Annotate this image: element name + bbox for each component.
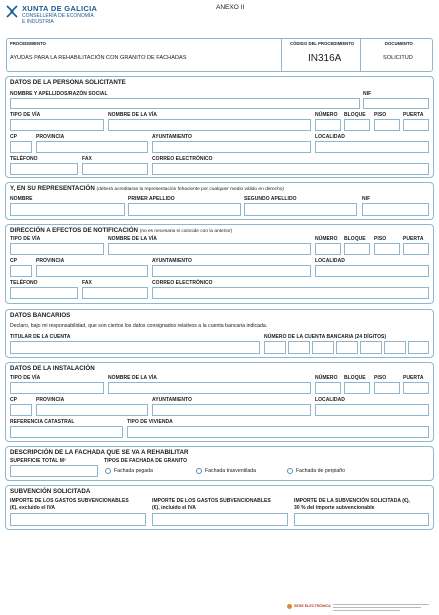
notif-block-field[interactable] bbox=[344, 243, 370, 255]
annex-label: ANEXO II bbox=[216, 4, 245, 11]
notif-floor-field[interactable] bbox=[374, 243, 400, 255]
procedure-code: IN316A bbox=[308, 53, 342, 64]
notif-via-name-label: NOMBRE DE LA VÍA bbox=[108, 236, 157, 242]
applicant-via-type-label: TIPO DE VÍA bbox=[10, 112, 41, 118]
subsidy-col2-line1: IMPORTE DE LOS GASTOS SUBVENCIONABLES bbox=[152, 498, 271, 504]
subsidy-col2-line2: (€), incluido el IVA bbox=[152, 505, 196, 511]
sede-electronica-badge: SEDE ELECTRÓNICA bbox=[294, 604, 331, 608]
notif-floor-label: PISO bbox=[374, 236, 387, 242]
notif-phone-field[interactable] bbox=[10, 287, 78, 299]
iban-dc-field[interactable] bbox=[336, 341, 358, 354]
rep-surname2-field[interactable] bbox=[244, 203, 357, 216]
applicant-province-label: PROVINCIA bbox=[36, 134, 65, 140]
option-fachada-trasventilada: Fachada trasventilada bbox=[205, 468, 257, 474]
applicant-block-label: BLOQUE bbox=[344, 112, 366, 118]
applicant-province-field[interactable] bbox=[36, 141, 148, 153]
inst-dwelling-label: TIPO DE VIVIENDA bbox=[127, 419, 173, 425]
notif-fax-field[interactable] bbox=[82, 287, 148, 299]
applicant-number-label: NÚMERO bbox=[315, 112, 338, 118]
inst-via-name-label: NOMBRE DE LA VÍA bbox=[108, 375, 157, 381]
facade-surface-field[interactable] bbox=[10, 465, 98, 477]
notif-block-label: BLOQUE bbox=[344, 236, 366, 242]
notif-locality-field[interactable] bbox=[315, 265, 429, 277]
applicant-fax-field[interactable] bbox=[82, 163, 148, 175]
sede-electronica-logo-icon bbox=[287, 604, 292, 609]
inst-council-field[interactable] bbox=[152, 404, 311, 416]
footer-fine-print bbox=[333, 603, 429, 611]
applicant-council-field[interactable] bbox=[152, 141, 311, 153]
notification-title-text: DIRECCIÓN A EFECTOS DE NOTIFICACIÓN bbox=[10, 227, 138, 234]
applicant-floor-field[interactable] bbox=[374, 119, 400, 131]
notif-council-field[interactable] bbox=[152, 265, 311, 277]
applicant-door-field[interactable] bbox=[403, 119, 429, 131]
notif-number-field[interactable] bbox=[315, 243, 341, 255]
inst-number-label: NÚMERO bbox=[315, 375, 338, 381]
inst-cp-label: CP bbox=[10, 397, 18, 403]
notif-via-type-label: TIPO DE VÍA bbox=[10, 236, 41, 242]
rep-surname2-label: SEGUNDO APELLIDO bbox=[244, 196, 297, 202]
applicant-number-field[interactable] bbox=[315, 119, 341, 131]
bank-declaration: Declaro, bajo mi responsabilidad, que son ciertos los datos consignados relativos a la cuenta bancaria indicada. bbox=[10, 323, 268, 329]
iban-branch-field[interactable] bbox=[312, 341, 334, 354]
iban-account2-field[interactable] bbox=[384, 341, 406, 354]
radio-fachada-perpiano[interactable] bbox=[287, 468, 293, 474]
applicant-fax-label: FAX bbox=[82, 156, 92, 162]
rep-surname1-label: PRIMER APELLIDO bbox=[128, 196, 175, 202]
document-label: DOCUMENTO bbox=[385, 41, 413, 46]
inst-cp-field[interactable] bbox=[10, 404, 32, 416]
inst-dwelling-field[interactable] bbox=[127, 426, 429, 438]
inst-block-field[interactable] bbox=[344, 382, 370, 394]
inst-locality-label: LOCALIDAD bbox=[315, 397, 345, 403]
dept-line-1: CONSELLERÍA DE ECONOMÍA bbox=[22, 13, 94, 19]
applicant-cp-field[interactable] bbox=[10, 141, 32, 153]
inst-cadastral-field[interactable] bbox=[10, 426, 123, 438]
applicant-door-label: PUERTA bbox=[403, 112, 424, 118]
facade-type-label: TIPOS DE FACHADA DE GRANITO bbox=[104, 458, 188, 464]
notif-province-field[interactable] bbox=[36, 265, 148, 277]
bank-holder-label: TITULAR DE LA CUENTA bbox=[10, 334, 71, 340]
option-fachada-perpiano: Fachada de perpiaño bbox=[296, 468, 346, 474]
iban-country-field[interactable] bbox=[264, 341, 286, 354]
notif-cp-label: CP bbox=[10, 258, 18, 264]
procedure-code-label: CÓDIGO DEL PROCEDIMIENTO bbox=[290, 41, 355, 46]
applicant-floor-label: PISO bbox=[374, 112, 387, 118]
applicant-email-field[interactable] bbox=[152, 163, 429, 175]
inst-via-name-field[interactable] bbox=[108, 382, 311, 394]
inst-floor-field[interactable] bbox=[374, 382, 400, 394]
iban-entity-field[interactable] bbox=[288, 341, 310, 354]
subsidy-col1-line1: IMPORTE DE LOS GASTOS SUBVENCIONABLES bbox=[10, 498, 129, 504]
inst-block-label: BLOQUE bbox=[344, 375, 366, 381]
dept-line-2: E INDUSTRIA bbox=[22, 19, 54, 25]
applicant-name-label: NOMBRE Y APELLIDOS/RAZÓN SOCIAL bbox=[10, 91, 108, 97]
notif-email-field[interactable] bbox=[152, 287, 429, 299]
notif-cp-field[interactable] bbox=[10, 265, 32, 277]
notif-door-field[interactable] bbox=[403, 243, 429, 255]
applicant-via-name-field[interactable] bbox=[108, 119, 311, 131]
representative-title-text: Y, EN SU REPRESENTACIÓN bbox=[10, 185, 95, 192]
subsidy-incl-vat-field[interactable] bbox=[152, 513, 288, 526]
rep-nif-label: NIF bbox=[362, 196, 371, 202]
representative-title bbox=[10, 186, 284, 193]
notification-note: (no es necesaria si coincide con la anterior) bbox=[139, 229, 233, 234]
notif-locality-label: LOCALIDAD bbox=[315, 258, 345, 264]
subsidy-title: SUBVENCIÓN SOLICITADA bbox=[10, 488, 91, 495]
rep-name-field[interactable] bbox=[10, 203, 125, 216]
iban-account3-field[interactable] bbox=[408, 341, 429, 354]
notif-council-label: AYUNTAMIENTO bbox=[152, 258, 192, 264]
inst-province-label: PROVINCIA bbox=[36, 397, 65, 403]
notif-phone-label: TELÉFONO bbox=[10, 280, 38, 286]
procedure-label: PROCEDIMIENTO bbox=[10, 41, 46, 46]
iban-account1-field[interactable] bbox=[360, 341, 382, 354]
subsidy-col3-line1: IMPORTE DE LA SUBVENCIÓN SOLICITADA (€), bbox=[294, 498, 410, 504]
notif-via-name-field[interactable] bbox=[108, 243, 311, 255]
option-fachada-pegada: Fachada pegada bbox=[114, 468, 153, 474]
applicant-block-field[interactable] bbox=[344, 119, 370, 131]
representative-note: (deberá acreditarse la representación fehaciente por cualquier medio válido en derecho) bbox=[96, 187, 285, 192]
applicant-title: DATOS DE LA PERSONA SOLICITANTE bbox=[10, 79, 126, 86]
applicant-via-type-field[interactable] bbox=[10, 119, 104, 131]
subsidy-excl-vat-field[interactable] bbox=[10, 513, 146, 526]
radio-fachada-pegada[interactable] bbox=[105, 468, 111, 474]
notif-number-label: NÚMERO bbox=[315, 236, 338, 242]
applicant-phone-field[interactable] bbox=[10, 163, 78, 175]
notif-province-label: PROVINCIA bbox=[36, 258, 65, 264]
inst-floor-label: PISO bbox=[374, 375, 387, 381]
bank-title: DATOS BANCARIOS bbox=[10, 312, 71, 319]
installation-title: DATOS DE LA INSTALACIÓN bbox=[10, 365, 95, 372]
applicant-locality-label: LOCALIDAD bbox=[315, 134, 345, 140]
inst-via-type-field[interactable] bbox=[10, 382, 104, 394]
applicant-nif-field[interactable] bbox=[363, 98, 429, 109]
rep-name-label: NOMBRE bbox=[10, 196, 33, 202]
xunta-logo-icon bbox=[5, 5, 19, 18]
notif-door-label: PUERTA bbox=[403, 236, 424, 242]
bank-holder-field[interactable] bbox=[10, 341, 260, 354]
inst-cadastral-label: REFERENCIA CATASTRAL bbox=[10, 419, 75, 425]
radio-fachada-trasventilada[interactable] bbox=[196, 468, 202, 474]
subsidy-requested-field[interactable] bbox=[294, 513, 429, 526]
rep-surname1-field[interactable] bbox=[128, 203, 241, 216]
inst-locality-field[interactable] bbox=[315, 404, 429, 416]
notif-email-label: CORREO ELECTRÓNICO bbox=[152, 280, 213, 286]
subsidy-col3-line2: 30 % del importe subvencionable bbox=[294, 505, 375, 511]
inst-via-type-label: TIPO DE VÍA bbox=[10, 375, 41, 381]
inst-number-field[interactable] bbox=[315, 382, 341, 394]
notif-via-type-field[interactable] bbox=[10, 243, 104, 255]
applicant-name-field[interactable] bbox=[10, 98, 360, 109]
inst-door-label: PUERTA bbox=[403, 375, 424, 381]
inst-council-label: AYUNTAMIENTO bbox=[152, 397, 192, 403]
applicant-email-label: CORREO ELECTRÓNICO bbox=[152, 156, 213, 162]
applicant-council-label: AYUNTAMIENTO bbox=[152, 134, 192, 140]
inst-door-field[interactable] bbox=[403, 382, 429, 394]
procedure-value: AYUDAS PARA LA REHABILITACIÓN CON GRANITO DE FACHADAS bbox=[10, 55, 187, 61]
subsidy-col1-line2: (€), excluido el IVA bbox=[10, 505, 56, 511]
facade-surface-label: SUPERFICIE TOTAL M² bbox=[10, 458, 66, 464]
rep-nif-field[interactable] bbox=[362, 203, 429, 216]
notif-fax-label: FAX bbox=[82, 280, 92, 286]
applicant-locality-field[interactable] bbox=[315, 141, 429, 153]
applicant-nif-label: NIF bbox=[363, 91, 372, 97]
applicant-cp-label: CP bbox=[10, 134, 18, 140]
org-name: XUNTA DE GALICIA bbox=[22, 4, 98, 13]
notification-title bbox=[10, 228, 232, 235]
bank-account-label: NÚMERO DE LA CUENTA BANCARIA (24 DÍGITOS) bbox=[264, 334, 387, 340]
facade-title: DESCRIPCIÓN DE LA FACHADA QUE SE VA A REHABILITAR bbox=[10, 449, 189, 456]
inst-province-field[interactable] bbox=[36, 404, 148, 416]
applicant-via-name-label: NOMBRE DE LA VÍA bbox=[108, 112, 157, 118]
applicant-phone-label: TELÉFONO bbox=[10, 156, 38, 162]
document-value: SOLICITUD bbox=[383, 55, 413, 61]
